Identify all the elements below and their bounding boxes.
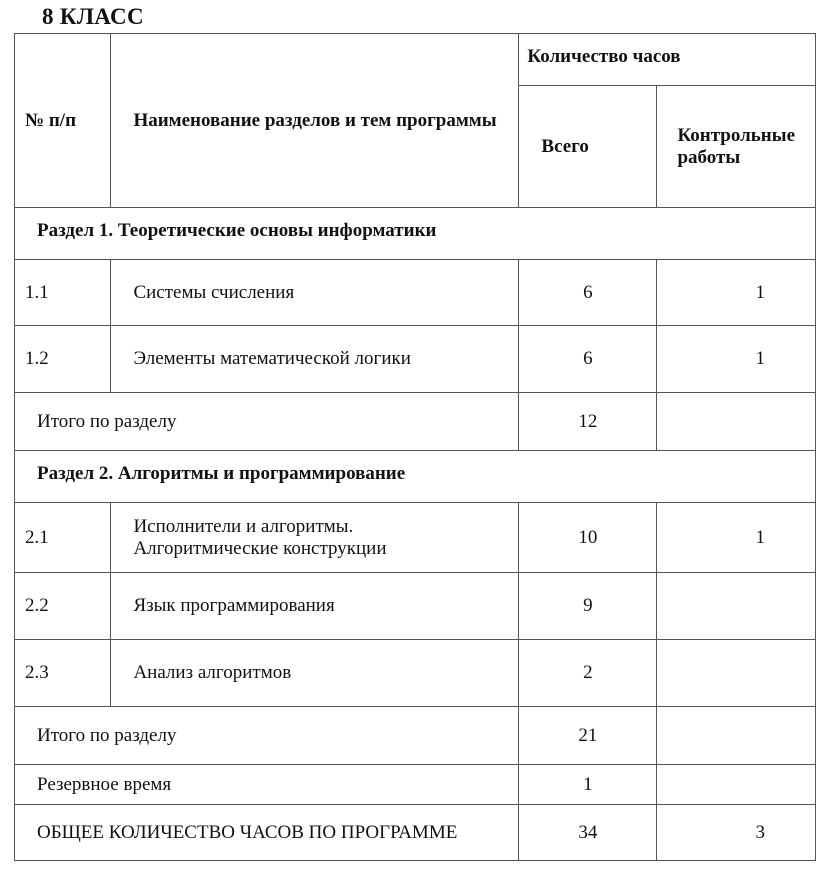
reserve-tests (657, 765, 816, 805)
row-name: Язык программирования (111, 573, 519, 640)
grand-total-label: ОБЩЕЕ КОЛИЧЕСТВО ЧАСОВ ПО ПРОГРАММЕ (15, 805, 519, 861)
row-tests (657, 573, 816, 640)
row-tests: 1 (657, 326, 816, 393)
reserve-row (15, 765, 816, 805)
row-number: 2.2 (15, 573, 111, 640)
table-row (15, 503, 816, 573)
row-name-line: Исполнители и алгоритмы. (133, 515, 354, 537)
row-total: 6 (519, 260, 657, 326)
row-number: 2.1 (15, 503, 111, 573)
subtotal-value: 12 (519, 393, 657, 451)
hours-table (14, 33, 816, 861)
row-total: 2 (519, 640, 657, 707)
row-number: 1.1 (15, 260, 111, 326)
header-number: № п/п (15, 34, 111, 208)
table-row (15, 640, 816, 707)
section-title: Раздел 1. Теоретические основы информатики (15, 208, 816, 260)
header-hours: Количество часов (519, 34, 816, 86)
subtotal-label: Итого по разделу (15, 707, 519, 765)
header-row-1 (15, 34, 816, 86)
row-total: 9 (519, 573, 657, 640)
row-total: 10 (519, 503, 657, 573)
row-number: 2.3 (15, 640, 111, 707)
section-title: Раздел 2. Алгоритмы и программирование (15, 451, 816, 503)
reserve-label: Резервное время (15, 765, 519, 805)
row-tests: 1 (657, 503, 816, 573)
page-title: 8 КЛАСС (42, 4, 144, 29)
section-row (15, 451, 816, 503)
row-name-line: Алгоритмические конструкции (133, 537, 387, 559)
table-row (15, 260, 816, 326)
subtotal-tests (657, 393, 816, 451)
header-name: Наименование разделов и тем программы (111, 34, 519, 208)
row-name: Анализ алгоритмов (111, 640, 519, 707)
table-row (15, 573, 816, 640)
row-tests (657, 640, 816, 707)
row-name: Элементы математической логики (111, 326, 519, 393)
subtotal-tests (657, 707, 816, 765)
subtotal-row (15, 393, 816, 451)
section-row (15, 208, 816, 260)
grand-total-value: 34 (519, 805, 657, 861)
row-total: 6 (519, 326, 657, 393)
row-tests: 1 (657, 260, 816, 326)
reserve-value: 1 (519, 765, 657, 805)
subtotal-label: Итого по разделу (15, 393, 519, 451)
header-total: Всего (519, 86, 657, 208)
row-number: 1.2 (15, 326, 111, 393)
subtotal-value: 21 (519, 707, 657, 765)
row-name (111, 503, 519, 573)
row-name: Системы счисления (111, 260, 519, 326)
grand-total-tests: 3 (657, 805, 816, 861)
grand-total-row (15, 805, 816, 861)
header-tests: Контрольные работы (657, 86, 816, 208)
subtotal-row (15, 707, 816, 765)
table-row (15, 326, 816, 393)
